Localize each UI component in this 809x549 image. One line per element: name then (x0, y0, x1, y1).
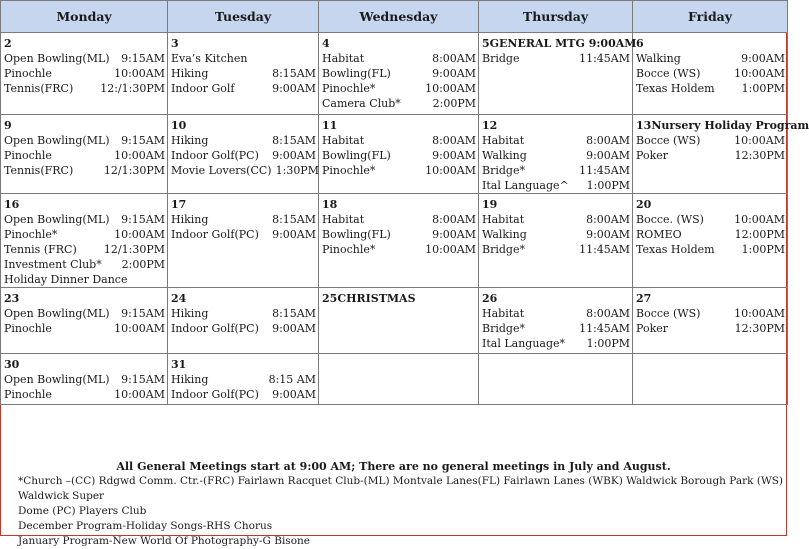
activity-name: Pinochle* (322, 82, 376, 95)
day-cell (168, 288, 319, 354)
activity-name: Tennis (FRC) (4, 243, 77, 256)
activity-name: ROMEO (636, 228, 682, 241)
day-cell (479, 115, 633, 194)
activity-name: Bowling(FL) (322, 149, 391, 162)
activity-item (171, 212, 316, 227)
activity-name: Pinochle* (322, 243, 376, 256)
activity-item (4, 212, 165, 227)
activity-time: 12:/1:30PM (100, 82, 165, 95)
day-cell (168, 115, 319, 194)
day-number: 19 (482, 198, 498, 211)
activity-item (636, 81, 785, 96)
week-row (1, 288, 788, 354)
activity-item (4, 227, 165, 242)
day-heading: CHRISTMAS (337, 292, 416, 305)
activity-name: Holiday Dinner Dance (4, 273, 128, 286)
day-cell (633, 115, 809, 194)
activity-item (4, 242, 165, 257)
activity-name: Hiking (171, 373, 209, 386)
activity-item (4, 387, 165, 402)
activity-name: Indoor Golf(PC) (171, 149, 259, 162)
activity-time: 8:00AM (432, 52, 476, 65)
activity-time: 8:15AM (272, 307, 316, 320)
week-row (1, 115, 788, 194)
activity-time: 8:00AM (432, 213, 476, 226)
activity-item (4, 321, 165, 336)
day-cell (319, 33, 479, 115)
activity-name: Open Bowling(ML) (4, 213, 110, 226)
activity-item (171, 306, 316, 321)
activity-time: 11:45AM (579, 243, 630, 256)
activity-item (4, 133, 165, 148)
december-program: December Program-Holiday Songs-RHS Chorus (18, 520, 273, 532)
day-number: 24 (171, 292, 187, 305)
activity-name: Open Bowling(ML) (4, 307, 110, 320)
activity-item (636, 148, 785, 163)
activity-item (636, 227, 785, 242)
activity-item (4, 148, 165, 163)
activity-item (482, 212, 630, 227)
day-cell (479, 33, 637, 115)
activity-time: 2:00PM (432, 97, 476, 110)
activity-name: Bridge* (482, 322, 525, 335)
activity-time: 9:00AM (432, 149, 476, 162)
activity-name: Habitat (322, 52, 365, 65)
day-cell (319, 194, 479, 288)
activity-name: Ital Language* (482, 337, 566, 350)
activity-item (482, 321, 630, 336)
activity-item (482, 133, 630, 148)
activity-time: 9:15AM (121, 307, 165, 320)
activity-name: Pinochle (4, 388, 52, 401)
activity-time: 10:00AM (734, 307, 785, 320)
activity-item (4, 163, 165, 178)
activity-name: Hiking (171, 67, 209, 80)
activity-time: 1:00PM (741, 243, 785, 256)
activity-name: Texas Holdem (636, 243, 715, 256)
activity-time: 9:00AM (432, 67, 476, 80)
weekday-header-row (1, 1, 788, 33)
activity-item (482, 242, 630, 257)
activity-name: Ital Language^ (482, 179, 569, 192)
activity-time: 9:00AM (432, 228, 476, 241)
activity-time: 9:00AM (272, 149, 316, 162)
activity-item (4, 257, 165, 272)
calendar-footer (0, 457, 787, 547)
activity-name: Habitat (482, 213, 525, 226)
day-number: 13 (636, 119, 652, 132)
day-cell (1, 115, 168, 194)
january-program: January Program-New World Of Photography-G Bisone (18, 535, 310, 547)
activity-name: Indoor Golf (171, 82, 235, 95)
activity-time: 12:00PM (734, 228, 785, 241)
day-number: 12 (482, 119, 498, 132)
activity-name: Bocce (WS) (636, 307, 701, 320)
day-cell (319, 288, 479, 354)
header-monday: Monday (1, 1, 168, 33)
activity-name: Poker (636, 322, 669, 335)
activity-time: 9:00AM (741, 52, 785, 65)
day-number: 6 (636, 37, 644, 50)
activity-item (636, 306, 785, 321)
week-row (1, 33, 788, 115)
day-cell (168, 354, 319, 405)
week-row (1, 354, 788, 405)
general-meeting-note: All General Meetings start at 9:00 AM; There are no general meetings in July and August. (116, 460, 671, 473)
day-number: 27 (636, 292, 652, 305)
activity-item (171, 163, 319, 178)
day-cell (633, 354, 788, 405)
day-cell (1, 33, 168, 115)
day-number: 11 (322, 119, 338, 132)
activity-item (482, 163, 630, 178)
activity-name: Movie Lovers(CC) (171, 164, 272, 177)
day-cell (319, 354, 479, 405)
activity-item (322, 51, 476, 66)
activity-time: 12/1:30PM (103, 164, 165, 177)
activity-item (4, 372, 165, 387)
activity-time: 10:00AM (734, 213, 785, 226)
header-friday: Friday (633, 1, 788, 33)
day-number: 16 (4, 198, 20, 211)
day-cell (633, 33, 788, 115)
activity-item (171, 321, 316, 336)
activity-time: 10:00AM (425, 243, 476, 256)
activity-time: 10:00AM (114, 67, 165, 80)
activity-name: Investment Club* (4, 258, 102, 271)
activity-item (171, 227, 316, 242)
day-number: 4 (322, 37, 330, 50)
activity-name: Bocce. (WS) (636, 213, 704, 226)
activity-time: 12/1:30PM (103, 243, 165, 256)
activity-item (636, 321, 785, 336)
activity-item (636, 51, 785, 66)
day-number: 31 (171, 358, 187, 371)
day-cell (479, 194, 633, 288)
activity-name: Pinochle* (4, 228, 58, 241)
activity-time: 8:15AM (272, 67, 316, 80)
activity-name: Pinochle (4, 322, 52, 335)
activity-item (636, 133, 785, 148)
activity-time: 8:15AM (272, 134, 316, 147)
activity-item (322, 212, 476, 227)
activity-name: Hiking (171, 134, 209, 147)
activity-item (482, 336, 630, 351)
day-number: 9 (4, 119, 12, 132)
activity-time: 1:00PM (741, 82, 785, 95)
activity-name: Habitat (482, 134, 525, 147)
activity-item (4, 306, 165, 321)
activity-item (482, 306, 630, 321)
activity-name: Tennis(FRC) (4, 164, 74, 177)
header-tuesday: Tuesday (168, 1, 319, 33)
activity-name: Indoor Golf(PC) (171, 388, 259, 401)
activity-name: Bridge (482, 52, 520, 65)
activity-item (322, 133, 476, 148)
day-cell (633, 288, 788, 354)
activity-time: 9:00AM (272, 388, 316, 401)
activity-time: 9:15AM (121, 373, 165, 386)
activity-item (171, 81, 316, 96)
day-number: 25 (322, 292, 338, 305)
activity-time: 11:45AM (579, 52, 630, 65)
activity-time: 11:45AM (579, 322, 630, 335)
day-cell (1, 194, 168, 288)
activity-time: 8:15 AM (268, 373, 316, 386)
activity-name: Bocce (WS) (636, 134, 701, 147)
activity-name: Bowling(FL) (322, 228, 391, 241)
day-number: 20 (636, 198, 652, 211)
activity-name: Pinochle (4, 149, 52, 162)
activity-time: 8:00AM (432, 134, 476, 147)
activity-time: 9:00AM (272, 228, 316, 241)
activity-item (636, 66, 785, 81)
activity-name: Bridge* (482, 243, 525, 256)
day-cell (168, 194, 319, 288)
activity-name: Poker (636, 149, 669, 162)
day-number: 23 (4, 292, 20, 305)
activity-time: 10:00AM (114, 149, 165, 162)
activity-time: 9:00AM (586, 228, 630, 241)
day-cell (319, 115, 479, 194)
activity-name: Open Bowling(ML) (4, 134, 110, 147)
day-cell (479, 288, 633, 354)
activity-time: 9:15AM (121, 213, 165, 226)
activity-time: 12:30PM (734, 149, 785, 162)
activity-name: Hiking (171, 213, 209, 226)
activity-name: Open Bowling(ML) (4, 52, 110, 65)
activity-time: 10:00AM (114, 228, 165, 241)
activity-name: Walking (482, 149, 527, 162)
activity-time: 9:00AM (272, 82, 316, 95)
activity-item (4, 66, 165, 81)
activity-item (4, 272, 165, 287)
day-cell (168, 33, 319, 115)
activity-time: 9:15AM (121, 134, 165, 147)
activity-name: Walking (636, 52, 681, 65)
activity-time: 10:00AM (114, 322, 165, 335)
activity-item (482, 148, 630, 163)
activity-item (322, 66, 476, 81)
activity-time: 1:00PM (586, 179, 630, 192)
day-number: 17 (171, 198, 187, 211)
activity-time: 12:30PM (734, 322, 785, 335)
activity-time: 11:45AM (579, 164, 630, 177)
day-number: 2 (4, 37, 12, 50)
activity-item (322, 148, 476, 163)
activity-name: Pinochle (4, 67, 52, 80)
day-heading: Nursery Holiday Program (651, 119, 809, 132)
activity-time: 9:15AM (121, 52, 165, 65)
activity-item (171, 372, 316, 387)
activity-name: Open Bowling(ML) (4, 373, 110, 386)
day-number: 30 (4, 358, 20, 371)
activity-time: 10:00AM (425, 164, 476, 177)
activity-name: Walking (482, 228, 527, 241)
location-legend-line-2: Dome (PC) Players Club (18, 505, 147, 517)
activity-time: 10:00AM (734, 67, 785, 80)
activity-time: 1:00PM (586, 337, 630, 350)
day-number: 5 (482, 37, 490, 50)
activity-name: Tennis(FRC) (4, 82, 74, 95)
activity-name: Bridge* (482, 164, 525, 177)
activity-time: 9:00AM (272, 322, 316, 335)
activity-name: Indoor Golf(PC) (171, 228, 259, 241)
activity-item (482, 227, 630, 242)
activity-time: 10:00AM (734, 134, 785, 147)
day-number: 18 (322, 198, 338, 211)
activity-item (636, 242, 785, 257)
day-cell (1, 354, 168, 405)
activity-item (171, 51, 316, 66)
location-legend-line-1: *Church –(CC) Rdgwd Comm. Ctr.-(FRC) Fairlawn Racquet Club-(ML) Montvale Lanes(FL) Fairlawn Lanes (WBK) Waldwick Borough Park (WS) Waldwick Super (18, 475, 784, 502)
activity-item (171, 148, 316, 163)
header-thursday: Thursday (479, 1, 633, 33)
activity-name: Habitat (322, 213, 365, 226)
activity-name: Bocce (WS) (636, 67, 701, 80)
activity-time: 1:30PM (275, 164, 319, 177)
activity-name: Indoor Golf(PC) (171, 322, 259, 335)
activity-name: Habitat (322, 134, 365, 147)
activity-time: 10:00AM (114, 388, 165, 401)
activity-time: 8:00AM (586, 134, 630, 147)
week-row (1, 194, 788, 288)
day-number: 10 (171, 119, 187, 132)
day-cell (633, 194, 788, 288)
activity-name: Bowling(FL) (322, 67, 391, 80)
header-wednesday: Wednesday (319, 1, 479, 33)
activity-item (322, 81, 476, 96)
activity-time: 2:00PM (121, 258, 165, 271)
activity-name: Habitat (482, 307, 525, 320)
activity-item (4, 51, 165, 66)
activity-item (322, 242, 476, 257)
activity-name: Hiking (171, 307, 209, 320)
activity-item (322, 96, 476, 111)
activity-item (482, 51, 630, 66)
activity-item (4, 81, 165, 96)
day-number: 3 (171, 37, 179, 50)
day-cell (479, 354, 633, 405)
activity-time: 8:15AM (272, 213, 316, 226)
activity-name: Eva’s Kitchen (171, 52, 248, 65)
activity-item (171, 66, 316, 81)
activity-item (322, 227, 476, 242)
activity-item (322, 163, 476, 178)
activity-name: Texas Holdem (636, 82, 715, 95)
activity-time: 8:00AM (586, 307, 630, 320)
day-cell (1, 288, 168, 354)
activity-name: Camera Club* (322, 97, 401, 110)
day-heading: GENERAL MTG 9:00AM (489, 37, 637, 50)
activity-name: Pinochle* (322, 164, 376, 177)
activity-time: 8:00AM (586, 213, 630, 226)
activity-item (171, 387, 316, 402)
activity-item (482, 178, 630, 193)
day-number: 26 (482, 292, 498, 305)
activity-time: 10:00AM (425, 82, 476, 95)
activity-item (171, 133, 316, 148)
activity-item (636, 212, 785, 227)
activity-time: 9:00AM (586, 149, 630, 162)
